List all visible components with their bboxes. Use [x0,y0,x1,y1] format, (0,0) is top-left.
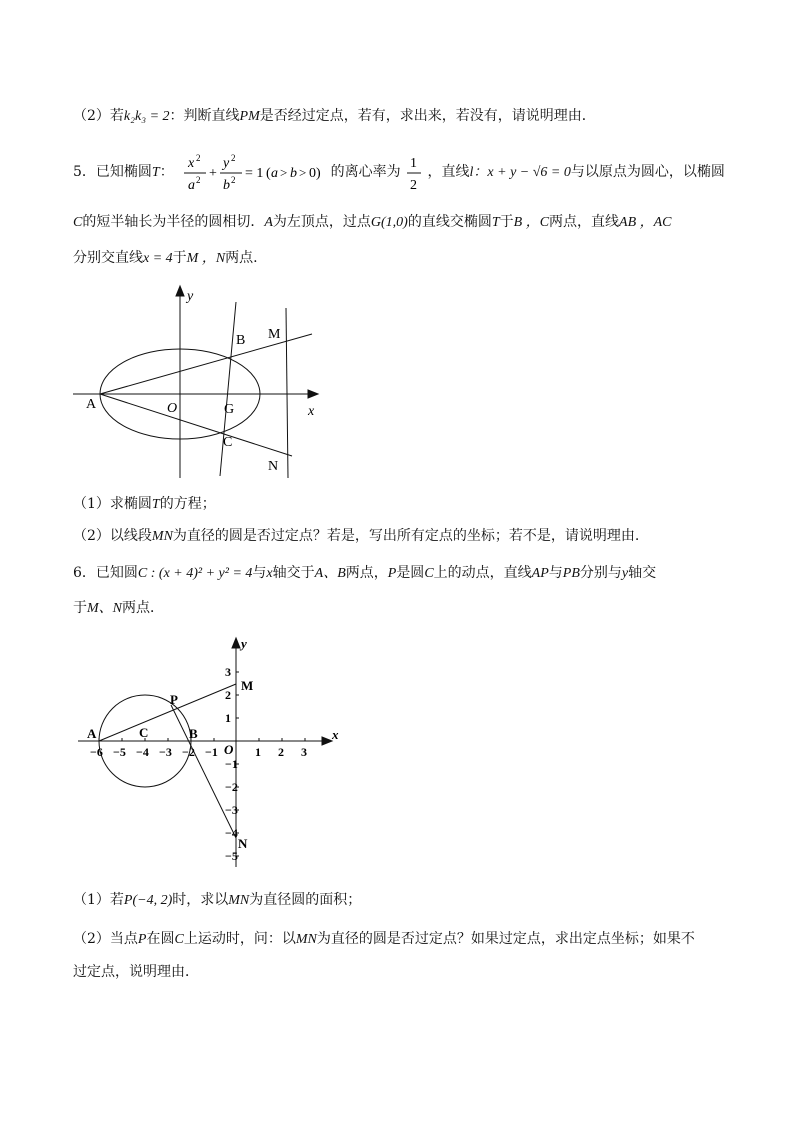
svg-text:+: + [209,166,218,181]
y-axis-arrow [232,638,240,648]
svg-text:1: 1 [410,156,418,171]
text: 于 [73,600,87,616]
label-A: A [87,726,97,741]
x-tick-labels [90,745,307,759]
text: 上的动点，直线 [433,565,532,581]
text: 两点， [345,565,388,581]
text: 分别交直线 [73,250,143,266]
math-AP: AP [531,566,549,581]
text: （1）求椭圆 [73,496,152,512]
prev-subquestion-2 [73,106,596,127]
text: 时，求以 [172,892,229,908]
label-C: C [223,435,233,450]
text: 在圆 [146,931,175,947]
svg-text:b: b [223,178,231,193]
q5-line-1 [73,150,725,194]
text: 的方程； [159,496,216,512]
label-y: y [241,636,247,651]
math-C: C [424,566,434,581]
text: 与 [252,565,267,581]
text: 轴交于 [272,565,315,581]
svg-text:2: 2 [196,175,201,185]
math-line-eq: ：x + y − √6 = 0 [473,165,571,180]
q5-sub-2 [73,526,639,547]
y-tick-label: −5 [225,849,238,863]
svg-text:x: x [188,156,195,171]
text: （2）若 [73,108,124,124]
svg-text:2: 2 [410,178,418,193]
math-T: T [491,215,500,230]
math-x: x [266,566,273,581]
svg-text:>: > [280,165,288,180]
y-tick-label: 2 [225,688,231,702]
svg-text:b: b [290,166,298,181]
x-tick-label: −5 [113,745,126,759]
text: 过定点，说明理由． [73,964,199,980]
math-PM: PM [239,109,260,124]
question-number: 5．已知椭圆 [73,164,152,180]
q6-sub-2 [73,929,695,950]
line-AM [100,334,312,394]
ellipse-equation [178,150,326,194]
math-circle-eq: C : (x + 4)² + y² = 4 [137,566,253,581]
x-axis-arrow [322,737,332,745]
text: 的离心率为 [330,164,401,180]
text: （2）以线段 [73,528,152,544]
math-C: C [73,215,83,230]
q6-sub-1 [73,890,361,911]
q6-sub-2-cont [73,962,199,982]
label-B: B [236,333,246,348]
figure-circle [0,632,794,872]
text: 的短半轴长为半径的圆相切． [82,214,265,230]
text: 为左顶点，过点 [272,214,371,230]
label-M: M [268,327,281,342]
x-tick-label: 2 [278,745,284,759]
math-x4: x = 4 [143,251,173,266]
math-P: P [387,566,397,581]
x-tick-label: 3 [301,745,307,759]
text: 与 [548,565,563,581]
math-G: G(1,0) [370,215,408,230]
y-axis-arrow [176,286,184,296]
svg-text:= 1: = 1 [245,166,264,181]
y-tick-label: 1 [225,711,231,725]
text: 与以原点为圆心，以椭圆 [570,164,725,180]
text: 是否经过定点，若有，求出来，若没有，请说明理由． [259,108,596,124]
math-C: C [174,932,184,947]
label-N: N [238,836,248,851]
text: 于 [499,214,514,230]
math-T: T [151,165,160,180]
x-axis-arrow [308,390,318,398]
q6-line-2 [73,598,164,619]
q6-line-1 [73,563,656,584]
line-AM [99,684,236,741]
line-x4 [286,308,288,478]
math-k2k3: k₂k₃ = 2 [123,109,170,124]
label-P: P [170,692,178,707]
label-O: O [167,401,178,416]
text: 轴交 [628,565,657,581]
q5-line-3 [73,248,258,269]
svg-text:a: a [188,178,196,193]
label-y: y [187,289,194,304]
figure-ellipse [0,280,794,490]
svg-text:(: ( [266,166,271,181]
q5-sub-1 [73,494,216,515]
text: ，直线 [427,164,470,180]
text: 的直线交椭圆 [407,214,492,230]
svg-text:2: 2 [231,153,236,163]
x-tick-label: −3 [159,745,172,759]
text: ：判断直线 [169,108,240,124]
label-x: x [308,404,315,419]
y-tick-label: −2 [225,780,238,794]
math-A: A [264,215,273,230]
x-tick-label: −1 [205,745,218,759]
svg-text:0): 0) [309,166,321,181]
text: 分别与 [579,565,622,581]
text: 于 [172,250,187,266]
text: 两点，直线 [549,214,620,230]
math-AB-AC: AB ，AC [619,215,672,230]
text: 为直径圆的面积； [249,892,362,908]
y-tick-label: −3 [225,803,238,817]
text: 是圆 [396,565,425,581]
x-tick-label: −4 [136,745,149,759]
text: 上运动时，问：以 [183,931,296,947]
q5-line-2 [73,212,672,233]
x-tick-label: −6 [90,745,103,759]
math-BC: B ，C [513,215,550,230]
y-tick-label: 3 [225,665,231,679]
text: 为直径的圆是否过定点？如果过定点，求出定点坐标；如果不 [316,931,695,947]
y-tick-label: −1 [225,757,238,771]
eccentricity-fraction [405,150,423,194]
label-B: B [189,726,198,741]
math-T: T [151,497,160,512]
math-PB: PB [562,566,580,581]
line-AN [100,394,292,456]
math-l: l [469,165,474,180]
label-C: C [139,725,149,740]
label-A: A [86,397,97,412]
x-tick-label: 1 [255,745,261,759]
label-G: G [224,402,235,417]
math-MN: MN [151,529,173,544]
label-x: x [332,727,339,742]
y-tick-label: −4 [225,826,238,840]
math-MN: MN [295,932,317,947]
x-tick-label: −2 [182,745,195,759]
svg-text:>: > [299,165,307,180]
text: （2）当点 [73,931,138,947]
svg-text:y: y [223,156,230,171]
svg-text:a: a [271,166,279,181]
math-MN: M ，N [186,251,226,266]
text: 为直径的圆是否过定点？若是，写出所有定点的坐标；若不是，请说明理由. [172,528,640,544]
question-number: 6．已知圆 [73,565,138,581]
label-M: M [241,678,254,693]
math-MN: MN [228,893,250,908]
svg-text:2: 2 [196,153,201,163]
text: ： [159,164,174,180]
text: （1）若 [73,892,124,908]
text: 两点． [122,600,164,616]
math-AB: A、B [314,566,346,581]
label-O: O [224,742,234,757]
svg-text:2: 2 [231,175,236,185]
math-P: P [137,932,147,947]
text: 两点. [225,250,258,266]
math-P: P(−4, 2) [123,893,173,908]
math-MN: M、N [87,601,122,616]
label-N: N [268,459,279,474]
math-y: y [621,566,629,581]
